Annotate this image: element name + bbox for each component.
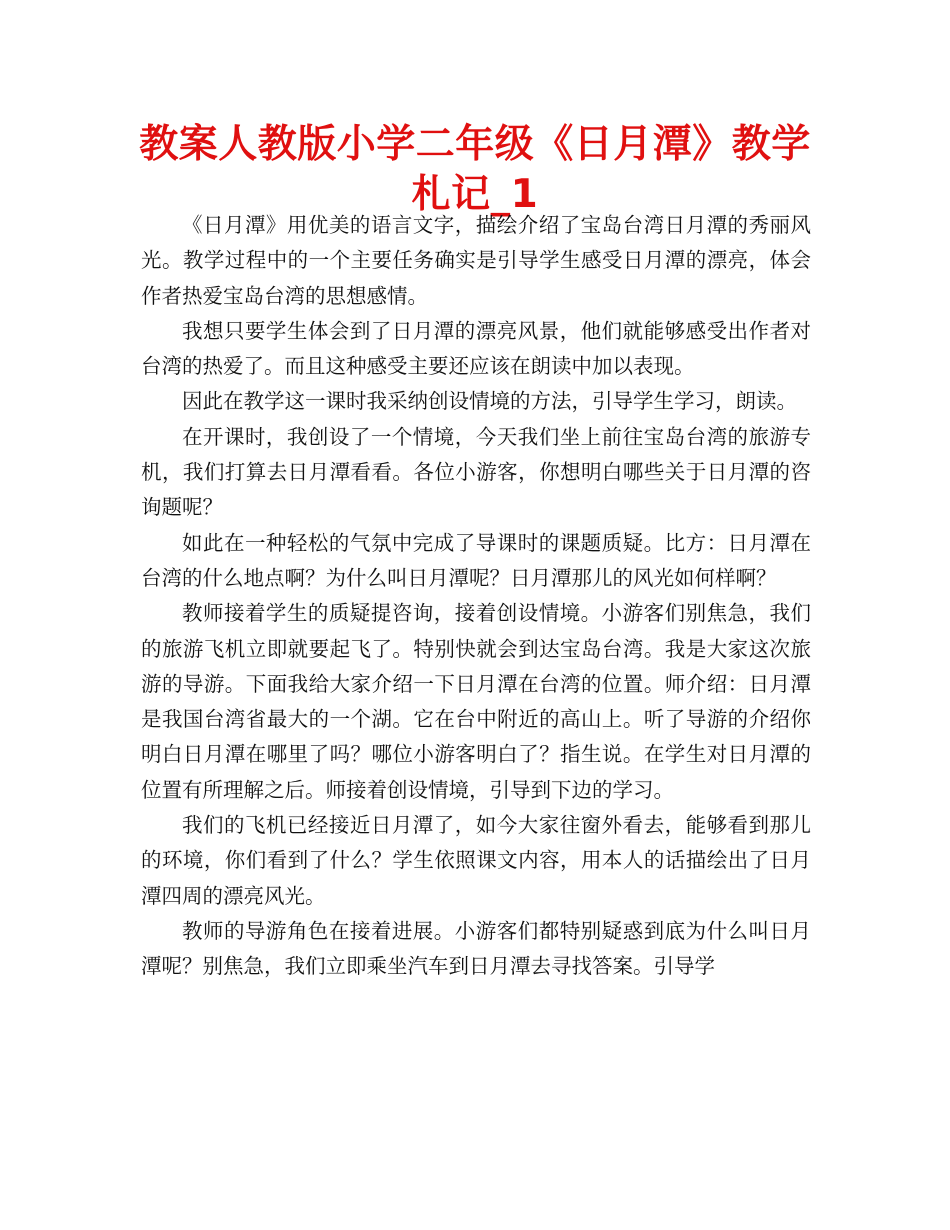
paragraph: 在开课时，我创设了一个情境，今天我们坐上前往宝岛台湾的旅游专机，我们打算去日月潭看看。各位小游客，你想明白哪些关于日月潭的咨询题呢？ — [141, 424, 811, 520]
paragraph: 教师的导游角色在接着进展。小游客们都特别疑惑到底为什么叫日月潭呢？别焦急，我们立即乘坐汽车到日月潭去寻找答案。引导学 — [141, 918, 811, 979]
paragraph: 《日月潭》用优美的语言文字，描绘介绍了宝岛台湾日月潭的秀丽风光。教学过程中的一个主要任务确实是引导学生感受日月潭的漂亮，体会作者热爱宝岛台湾的思想感情。 — [141, 213, 811, 308]
paragraph: 我想只要学生体会到了日月潭的漂亮风景，他们就能够感受出作者对台湾的热爱了。而且这种感受主要还应该在朗读中加以表现。 — [141, 318, 811, 379]
document-title: 教案人教版小学二年级《日月潭》教学札记_1 — [139, 122, 811, 217]
paragraph: 因此在教学这一课时我采纳创设情境的方法，引导学生学习，朗读。 — [182, 389, 797, 414]
paragraph: 教师接着学生的质疑提咨询，接着创设情境。小游客们别焦急，我们的旅游飞机立即就要起飞了。特别快就会到达宝岛台湾。我是大家这次旅游的导游。下面我给大家介绍一下日月潭在台湾的位置。师介绍：日月潭是我国台湾省最大的一个湖。它在台中附近的高山上。听了导游的介绍你明白日月潭在哪里了吗？哪位小游客明白了？指生说。在学生对日月潭的位置有所理解之后。师接着创设情境，引导到下边的学习。 — [141, 601, 811, 802]
document-body — [141, 208, 811, 985]
paragraph: 如此在一种轻松的气氛中完成了导课时的课题质疑。比方：日月潭在台湾的什么地点啊？为什么叫日月潭呢？日月潭那儿的风光如何样啊？ — [141, 530, 811, 590]
paragraph: 我们的飞机已经接近日月潭了，如今大家往窗外看去，能够看到那儿的环境，你们看到了什么？学生依照课文内容，用本人的话描绘出了日月潭四周的漂亮风光。 — [141, 813, 811, 908]
